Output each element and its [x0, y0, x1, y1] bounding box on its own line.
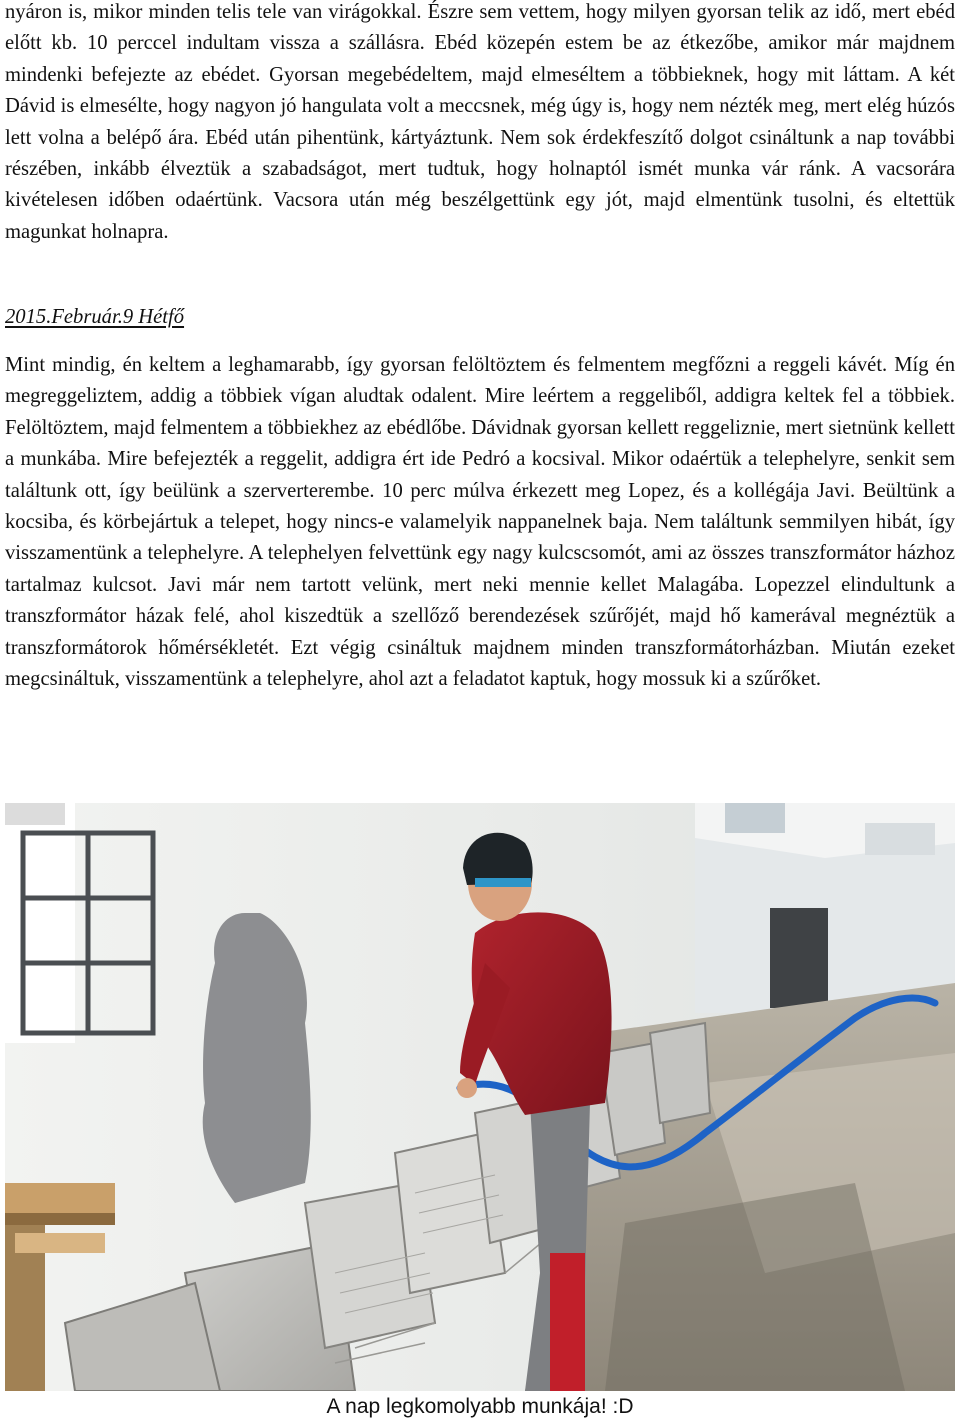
- photo-man-washing-filters-icon: [5, 803, 955, 1391]
- body-paragraph-1: nyáron is, mikor minden telis tele van virágokkal. Észre sem vettem, hogy milyen gyorsan telik az idő, mert ebéd előtt kb. 10 perccel indultam vissza a szállásra. Ebéd közepén estem be az étkezőbe, amikor már majdnem mindenki befejezte az ebédet. Gyorsan megebédeltem, majd elmeséltem a többieknek, hogy mit láttam. A két Dávid is elmesélte, hogy nagyon jó hangulata volt a meccsnek, még úgy is, hogy nem nézték meg, mert elég húzós lett volna a belépő ára. Ebéd után pihentünk, kártyáztunk. Nem sok érdekfeszítő dolgot csináltunk a nap további részében, inkább élveztük a szabadságot, mert tudtuk, hogy holnaptól ismét munka vár ránk. A vacsorára kivételesen időben odaértünk. Vacsora után még beszélgettünk egy jót, majd elmentünk tusolni, és eltettük magunkat holnapra.: [5, 1, 955, 243]
- dark-doorway: [770, 908, 828, 1008]
- body-paragraph-2: Mint mindig, én keltem a leghamarabb, így gyorsan felöltöztem és felmentem megfőzni a reggeli kávét. Míg én megreggeliztem, addig a többiek vígan aludtak odalent. Mire leértem a reggeliből, addigra keltek fel a többiek. Felöltöztem, majd felmentem a többiekhez az ebédlőbe. Dávidnak gyorsan kellett reggeliznie, mert sietnünk kellett a munkába. Mire befejezték a reggelit, addigra ért ide Pedró a kocsival. Mikor odaértük a telephelyre, senkit sem találtunk ott, így beülünk a szerverterembe. 10 perc múlva érkezett meg Lopez, és a kollégája Javi. Beültünk a kocsiba, és körbejártuk a telepet, hogy nincs-e valamelyik nappanelnek baja. Nem találtunk semmilyen hibát, így visszamentünk a telephelyre. A telephelyen felvettünk egy nagy kulcscsomót, ami az összes transzformátor házhoz tartalmaz kulcsot. Javi már nem tartott velünk, mert neki mennie kellet Malagába. Lopezzel elindultunk a transzformátor házak felé, ahol kiszedtük a szellőző berendezések szűrőjét, majd hő kamerával megnéztük a transzformátorok hőmérsékletét. Ezt végig csináltuk majdnem minden transzformátorházban. Miután ezeket megcsináltuk, visszamentünk a telephelyre, ahol azt a feladatot kaptuk, hogy mossuk ki a szűrőket.: [5, 354, 955, 691]
- photo: [5, 803, 955, 1391]
- shadow: [203, 913, 311, 1203]
- photo-caption: A nap legkomolyabb munkája! :D: [326, 1395, 634, 1418]
- date-heading: 2015.Február.9 Hétfő: [5, 306, 185, 328]
